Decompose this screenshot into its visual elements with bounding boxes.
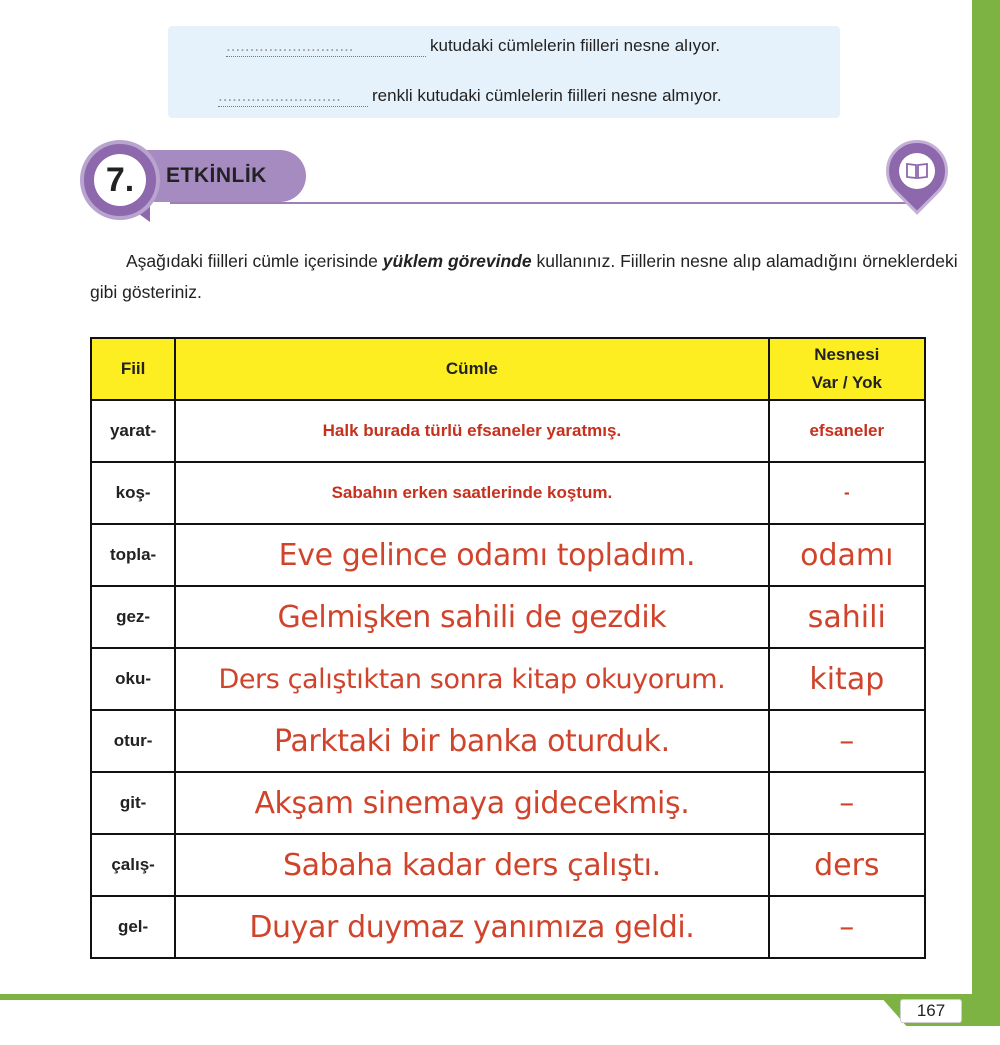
- object-cell[interactable]: [769, 648, 925, 710]
- object-cell[interactable]: [769, 896, 925, 958]
- table-row: [91, 524, 925, 586]
- activity-number: 7.: [94, 154, 146, 206]
- footer-bar: [0, 994, 1000, 1000]
- table-row: [91, 462, 925, 524]
- fill-blank-2[interactable]: ..........................: [218, 86, 368, 107]
- object-cell[interactable]: [769, 524, 925, 586]
- header-nesne: [769, 338, 925, 400]
- verb-cell: gez-: [91, 586, 175, 648]
- sentence-cell[interactable]: [175, 462, 768, 524]
- instructions-emphasis: yüklem görevinde: [382, 251, 532, 271]
- instructions-part1: Aşağıdaki fiilleri cümle içerisinde: [126, 251, 383, 271]
- object-text: efsaneler: [809, 421, 885, 440]
- header-cumle: Cümle: [175, 338, 768, 400]
- sentence-text: Sabahın erken saatlerinde koştum.: [331, 483, 613, 502]
- object-text: kitap: [809, 661, 885, 697]
- object-cell[interactable]: [769, 710, 925, 772]
- table-row: [91, 710, 925, 772]
- verb-cell: çalış-: [91, 834, 175, 896]
- sentence-cell[interactable]: [175, 524, 768, 586]
- info-line-1-text: kutudaki cümlelerin fiilleri nesne alıyor.: [430, 36, 721, 55]
- object-text: -: [843, 483, 850, 502]
- verb-table: [90, 337, 926, 959]
- table-row: [91, 400, 925, 462]
- info-line-2: [218, 86, 722, 107]
- verb-cell: oku-: [91, 648, 175, 710]
- sentence-text: Parktaki bir banka oturduk.: [274, 723, 670, 759]
- verb-cell: otur-: [91, 710, 175, 772]
- activity-divider: [170, 202, 916, 204]
- sentence-cell[interactable]: [175, 834, 768, 896]
- book-icon: [905, 162, 929, 180]
- object-cell[interactable]: [769, 772, 925, 834]
- verb-cell: koş-: [91, 462, 175, 524]
- sentence-text: Sabaha kadar ders çalıştı.: [283, 847, 661, 883]
- instructions-part2: kullanınız. Fiillerin nesne alıp alamadığını örneklerdeki gibi gösteriniz.: [90, 251, 958, 302]
- object-cell[interactable]: [769, 834, 925, 896]
- info-box: [168, 26, 840, 118]
- object-text: –: [839, 723, 855, 759]
- sentence-cell[interactable]: [175, 772, 768, 834]
- sentence-cell[interactable]: [175, 648, 768, 710]
- sentence-cell[interactable]: [175, 400, 768, 462]
- verb-cell: gel-: [91, 896, 175, 958]
- sentence-cell[interactable]: [175, 586, 768, 648]
- object-text: odamı: [800, 537, 894, 573]
- object-cell[interactable]: [769, 586, 925, 648]
- table-row: [91, 896, 925, 958]
- object-cell[interactable]: [769, 462, 925, 524]
- table-row: [91, 648, 925, 710]
- header-fiil: Fiil: [91, 338, 175, 400]
- page-edge-green: [972, 0, 1000, 1000]
- table-row: [91, 834, 925, 896]
- header-nesne-line2: Var / Yok: [811, 373, 882, 392]
- object-text: –: [839, 785, 855, 821]
- instructions-text: [90, 246, 960, 308]
- sentence-text: Halk burada türlü efsaneler yaratmış.: [322, 421, 622, 440]
- table-row: [91, 586, 925, 648]
- activity-title: ETKİNLİK: [166, 164, 267, 187]
- sentence-cell[interactable]: [175, 896, 768, 958]
- object-cell[interactable]: [769, 400, 925, 462]
- verb-cell: git-: [91, 772, 175, 834]
- activity-header: [80, 140, 930, 220]
- activity-number-badge: [80, 140, 160, 220]
- sentence-text: Gelmişken sahili de gezdik: [277, 599, 667, 635]
- sentence-text: Duyar duymaz yanımıza geldi.: [249, 909, 695, 945]
- page-number: 167: [900, 999, 962, 1023]
- verb-cell: yarat-: [91, 400, 175, 462]
- fill-blank-1[interactable]: ...........................: [226, 36, 426, 57]
- verb-cell: topla-: [91, 524, 175, 586]
- table-row: [91, 772, 925, 834]
- info-line-2-text: renkli kutudaki cümlelerin fiilleri nesne almıyor.: [372, 86, 722, 105]
- header-nesne-line1: Nesnesi: [814, 345, 880, 364]
- object-text: ders: [814, 847, 880, 883]
- sentence-text: Ders çalıştıktan sonra kitap okuyorum.: [218, 663, 726, 695]
- object-text: sahili: [807, 599, 886, 635]
- info-line-1: [226, 36, 720, 57]
- table-header-row: [91, 338, 925, 400]
- sentence-cell[interactable]: [175, 710, 768, 772]
- sentence-text: Akşam sinemaya gidecekmiş.: [254, 785, 690, 821]
- sentence-text: Eve gelince odamı topladım.: [278, 537, 696, 573]
- object-text: –: [839, 909, 855, 945]
